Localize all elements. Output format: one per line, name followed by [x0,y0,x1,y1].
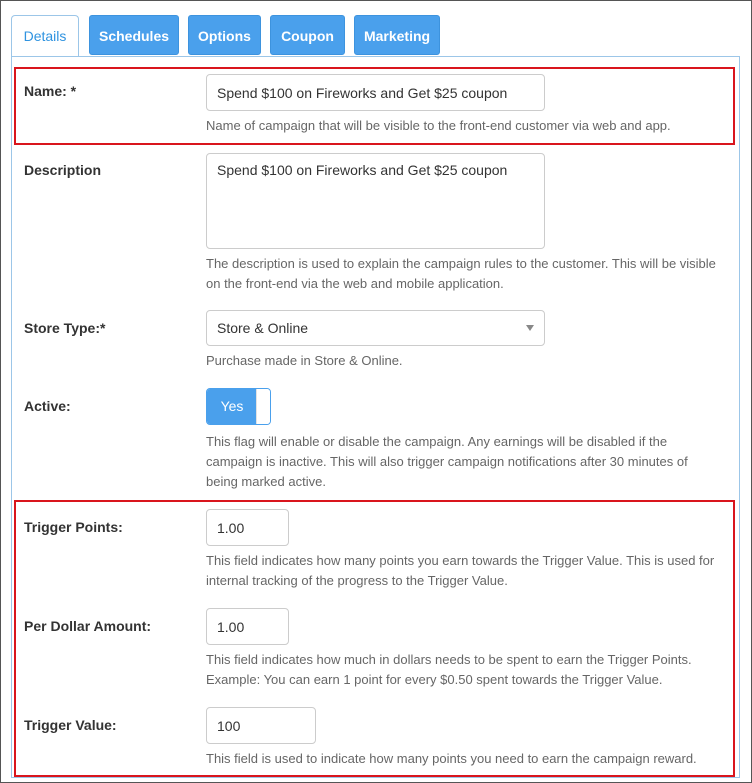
description-help-text [206,254,716,294]
store-type-label: Store Type:* [24,320,106,336]
per-dollar-amount-help-text [206,650,692,690]
name-label: Name: * [24,83,77,99]
per-dollar-amount-label: Per Dollar Amount: [24,618,152,634]
description-label: Description [24,162,102,178]
trigger-value-label: Trigger Value: [24,717,117,733]
tab-coupon[interactable]: Coupon [270,15,345,55]
store-type-help-text: Purchase made in Store & Online. [206,353,403,368]
trigger-highlight-box [14,500,735,777]
chevron-down-icon [526,325,534,331]
trigger-points-help-text [206,551,714,591]
tab-options[interactable]: Options [188,15,261,55]
description-help-line: on the front-end via the web and mobile application. [206,276,504,291]
trigger-points-label: Trigger Points: [24,519,123,535]
toggle-knob [256,389,270,424]
tab-marketing[interactable]: Marketing [354,15,440,55]
name-input[interactable]: Spend $100 on Fireworks and Get $25 coupon [206,74,545,111]
trigger-points-input[interactable]: 1.00 [206,509,289,546]
store-type-select[interactable] [206,310,545,346]
active-toggle[interactable] [206,388,271,425]
active-help-line: being marked active. [206,474,326,489]
trigger-value-input[interactable]: 100 [206,707,316,744]
active-help-line: This flag will enable or disable the campaign. Any earnings will be disabled if the [206,434,668,449]
description-help-line: The description is used to explain the campaign rules to the customer. This will be visible [206,256,716,271]
active-label: Active: [24,398,71,414]
trigger-points-help-line: internal tracking of the progress to the Trigger Value. [206,573,508,588]
name-help-text: Name of campaign that will be visible to the front-end customer via web and app. [206,118,671,133]
active-toggle-on-label: Yes [207,389,257,424]
per-dollar-amount-help-line: This field indicates how much in dollars needs to be spent to earn the Trigger Points. [206,652,692,667]
trigger-points-help-line: This field indicates how many points you earn towards the Trigger Value. This is used for [206,553,715,568]
active-help-text [206,432,688,492]
description-textarea[interactable]: Spend $100 on Fireworks and Get $25 coupon [206,153,545,249]
per-dollar-amount-input[interactable]: 1.00 [206,608,289,645]
tab-schedules[interactable]: Schedules [89,15,179,55]
trigger-value-help-text: This field is used to indicate how many points you need to earn the campaign reward. [206,751,697,766]
active-help-line: campaign is inactive. This will also trigger campaign notifications after 30 minutes of [206,454,688,469]
per-dollar-amount-help-line: Example: You can earn 1 point for every $0.50 spent towards the Trigger Value. [206,672,663,687]
store-type-selected-value: Store & Online [217,320,309,336]
tab-details[interactable]: Details [11,15,79,57]
